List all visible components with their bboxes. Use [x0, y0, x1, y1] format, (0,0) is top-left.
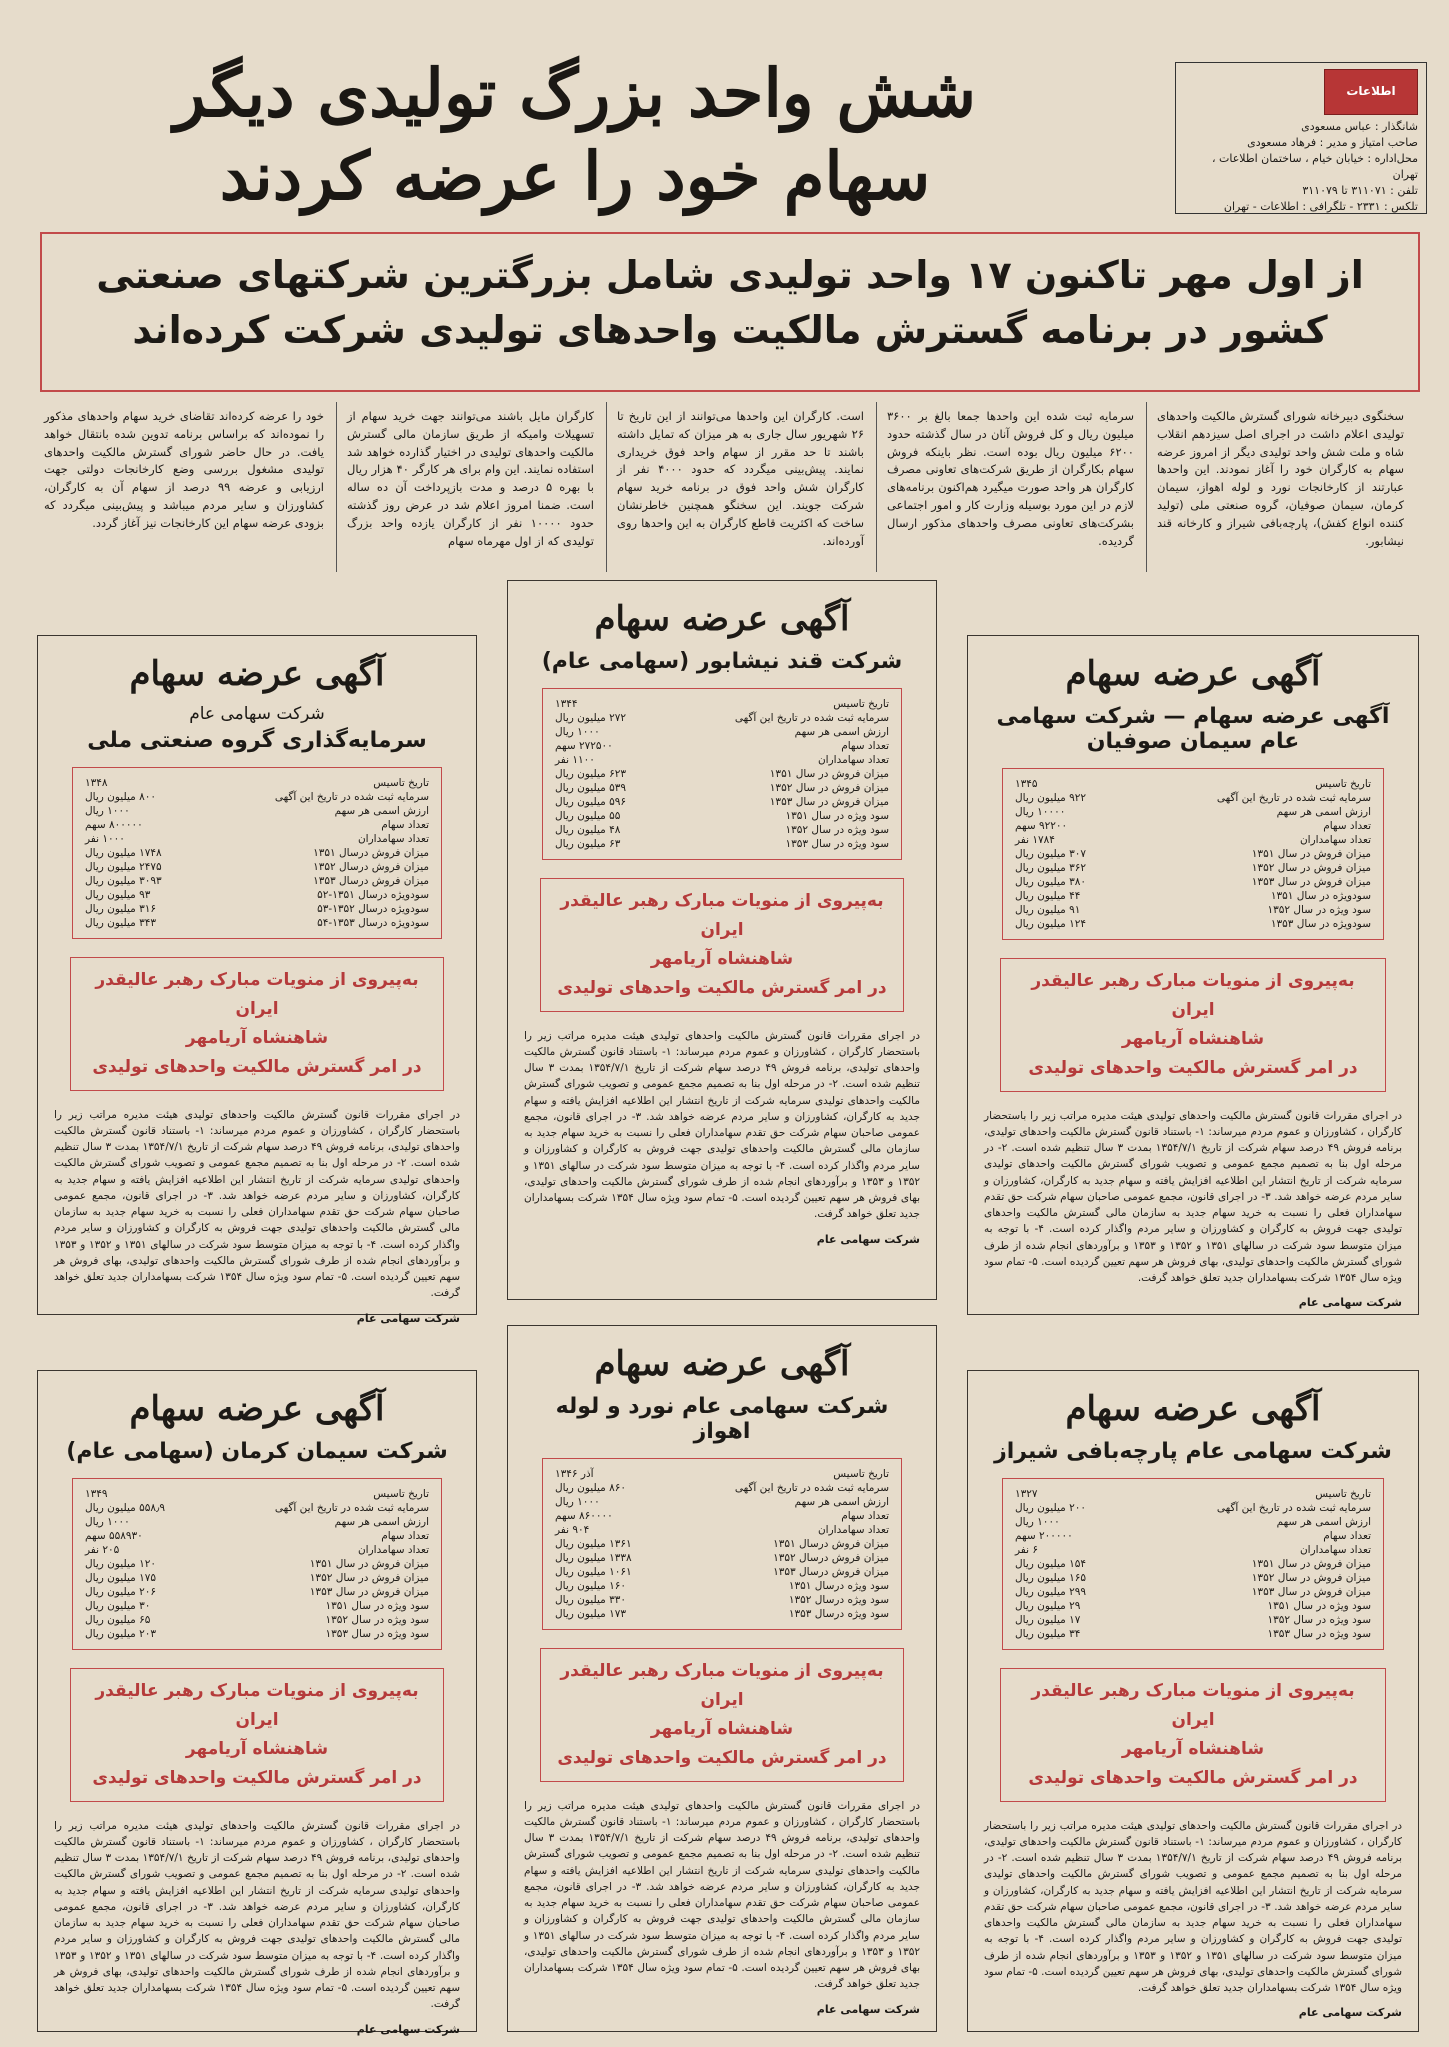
red-notice: به‌پیروی از منویات مبارک رهبر عالیقدر ایران شاهنشاه آریامهر در امر گسترش مالکیت واحدهای تولیدی [540, 1648, 904, 1782]
share-offer-ad [507, 1325, 937, 2032]
share-offer-ad [967, 1370, 1419, 2032]
company-info-box: تاریخ تاسیس ۱۳۴۴ سرمایه ثبت شده در تاریخ این آگهی ۲۷۲ میلیون ریال ارزش اسمی هر سهم ۱۰۰۰ ریال تعداد سهام ۲۷۲۵۰۰ سهم تعداد سهامداران ۱۱۰۰ نفر میزان فروش در سال ۱۳۵۱ ۶۲۳ میلیون ریال میزان فروش در سال ۱۳۵۲ ۵۳۹ میلیون ریال میزان فروش در سال ۱۳۵۳ ۵۹۶ میلیون ریال سود ویژه در سال ۱۳۵۱ ۵۵ میلیون ریال سود ویژه در سال ۱۳۵۲ ۴۸ میلیون ریال سود ویژه در سال ۱۳۵۳ ۶۳ میلیون ریال [542, 688, 902, 860]
ad-title: آگهی عرضه سهام [594, 1344, 850, 1384]
share-offer-ad [37, 1370, 477, 2036]
ad-title: آگهی عرضه سهام [129, 1389, 385, 1429]
company-info-box: تاریخ تاسیس آذر ۱۳۴۶ سرمایه ثبت شده در تاریخ این آگهی ۸۶۰ میلیون ریال ارزش اسمی هر سهم ۱۰۰۰ ریال تعداد سهام ۸۶۰۰۰۰ سهم تعداد سهامداران ۹۰۴ نفر میزان فروش درسال ۱۳۵۱ ۱۳۶۱ میلیون ریال میزان فروش درسال ۱۳۵۲ ۱۳۳۸ میلیون ریال میزان فروش درسال ۱۳۵۳ ۱۰۶۱ میلیون ریال سود ویژه درسال ۱۳۵۱ ۱۶۰ میلیون ریال سود ویژه درسال ۱۳۵۲ ۳۳۰ میلیون ریال سود ویژه درسال ۱۳۵۳ ۱۷۳ میلیون ریال [542, 1458, 902, 1630]
masthead-line: صاحب امتیاز و مدیر : فرهاد مسعودی [1247, 135, 1418, 149]
red-notice: به‌پیروی از منویات مبارک رهبر عالیقدر ایران شاهنشاه آریامهر در امر گسترش مالکیت واحدهای تولیدی [70, 1668, 444, 1802]
lead-line: کشور در برنامه گسترش مالکیت واحدهای تولیدی شرکت کرده‌اند [132, 308, 1328, 353]
masthead-line: محل‌اداره : خیابان خیام ، ساختمان اطلاعات ، تهران [1211, 151, 1418, 181]
company-name: شرکت قند نیشابور (سهامی عام) [541, 649, 903, 674]
share-offer-ad [37, 635, 477, 1325]
share-offer-ad [967, 635, 1419, 1315]
masthead-line: تلکس : ۲۳۳۱ - تلگرافی : اطلاعات - تهران [1223, 199, 1418, 213]
share-offer-ad [507, 580, 937, 1300]
red-notice: به‌پیروی از منویات مبارک رهبر عالیقدر ایران شاهنشاه آریامهر در امر گسترش مالکیت واحدهای تولیدی [1000, 1668, 1386, 1802]
masthead-line: شانگذار : عباس مسعودی [1301, 120, 1418, 133]
masthead-line: تلفن : ۳۱۱۰۷۱ تا ۳۱۱۰۷۹ [1302, 183, 1418, 197]
company-type: شرکت سهامی عام [189, 704, 325, 724]
lead-box [40, 232, 1420, 392]
masthead [1175, 62, 1427, 214]
red-notice: به‌پیروی از منویات مبارک رهبر عالیقدر ایران شاهنشاه آریامهر در امر گسترش مالکیت واحدهای تولیدی [70, 957, 444, 1091]
company-name: سرمایه‌گذاری گروه صنعتی ملی [87, 728, 427, 753]
ad-body-text: در اجرای مقررات قانون گسترش مالکیت واحدهای تولیدی هیئت مدیره مراتب زیر را باستحضار کارگران ، کشاورزان و عموم مردم میرساند: ۱- باستناد قانون گسترش مالکیت واحدهای تولیدی، برنامه فروش ۴۹ درصد سهام شرکت از تاریخ ۱۳۵۴/۷/۱ بمدت ۳ سال تنظیم شده است. ۲- در مرحله اول بنا به تصمیم مجمع عمومی و تصویب شورای گسترش مالکیت واحدهای تولیدی سرمایه شرکت از تاریخ انتشار این اطلاعیه افزایش یافته و سهام جدید به کارگران، کشاورزان و سایر مردم عرضه خواهد شد. ۳- در اجرای قانون، مجمع عمومی صاحبان سهام شرکت حق تقدم سهامداران فعلی را نسبت به خرید سهام جدید به سازمان مالی گسترش مالکیت واحدهای تولیدی جهت فروش به کارگران و کشاورزان و سایر مردم واگذار کرده است. ۴- با توجه به میزان متوسط سود شرکت در سالهای ۱۳۵۱ و ۱۳۵۲ و ۱۳۵۳ و برآوردهای انجام شده از طرف شورای گسترش مالکیت واحدهای تولیدی، بهای فروش هر سهم تعیین گردیده است. ۵- تمام سود ویژه سال ۱۳۵۴ شرکت بسهامداران جدید تعلق خواهد گرفت. [524, 1029, 921, 1221]
headline [30, 52, 1120, 217]
ad-body-text: در اجرای مقررات قانون گسترش مالکیت واحدهای تولیدی هیئت مدیره مراتب زیر را باستحضار کارگران ، کشاورزان و عموم مردم میرساند: ۱- باستناد قانون گسترش مالکیت واحدهای تولیدی، برنامه فروش ۴۹ درصد سهام شرکت از تاریخ ۱۳۵۴/۷/۱ بمدت ۳ سال تنظیم شده است. ۲- در مرحله اول بنا به تصمیم مجمع عمومی و تصویب شورای گسترش مالکیت واحدهای تولیدی سرمایه شرکت از تاریخ انتشار این اطلاعیه افزایش یافته و سهام جدید به کارگران، کشاورزان و سایر مردم عرضه خواهد شد. ۳- در اجرای قانون، مجمع عمومی صاحبان سهام شرکت حق تقدم سهامداران فعلی را نسبت به خرید سهام جدید به سازمان مالی گسترش مالکیت واحدهای تولیدی جهت فروش به کارگران و کشاورزان و سایر مردم واگذار کرده است. ۴- با توجه به میزان متوسط سود شرکت در سالهای ۱۳۵۱ و ۱۳۵۲ و ۱۳۵۳ و برآوردهای انجام شده از طرف شورای گسترش مالکیت واحدهای تولیدی، بهای فروش هر سهم تعیین گردیده است. ۵- تمام سود ویژه سال ۱۳۵۴ شرکت بسهامداران جدید تعلق خواهد گرفت. [54, 1819, 461, 2011]
ad-title: آگهی عرضه سهام [594, 599, 850, 639]
ad-body-text: در اجرای مقررات قانون گسترش مالکیت واحدهای تولیدی هیئت مدیره مراتب زیر را باستحضار کارگران ، کشاورزان و عموم مردم میرساند: ۱- باستناد قانون گسترش مالکیت واحدهای تولیدی، برنامه فروش ۴۹ درصد سهام شرکت از تاریخ ۱۳۵۴/۷/۱ بمدت ۳ سال تنظیم شده است. ۲- در مرحله اول بنا به تصمیم مجمع عمومی و تصویب شورای گسترش مالکیت واحدهای تولیدی سرمایه شرکت از تاریخ انتشار این اطلاعیه افزایش یافته و سهام جدید به کارگران، کشاورزان و سایر مردم عرضه خواهد شد. ۳- در اجرای قانون، مجمع عمومی صاحبان سهام شرکت حق تقدم سهامداران فعلی را نسبت به خرید سهام جدید به سازمان مالی گسترش مالکیت واحدهای تولیدی جهت فروش به کارگران و کشاورزان و سایر مردم واگذار کرده است. ۴- با توجه به میزان متوسط سود شرکت در سالهای ۱۳۵۱ و ۱۳۵۲ و ۱۳۵۳ و برآوردهای انجام شده از طرف شورای گسترش مالکیت واحدهای تولیدی، بهای فروش هر سهم تعیین گردیده است. ۵- تمام سود ویژه سال ۱۳۵۴ شرکت بسهامداران جدید تعلق خواهد گرفت. [524, 1799, 921, 1991]
ad-body-text: در اجرای مقررات قانون گسترش مالکیت واحدهای تولیدی هیئت مدیره مراتب زیر را باستحضار کارگران ، کشاورزان و عموم مردم میرساند: ۱- باستناد قانون گسترش مالکیت واحدهای تولیدی، برنامه فروش ۴۹ درصد سهام شرکت از تاریخ ۱۳۵۴/۷/۱ بمدت ۳ سال تنظیم شده است. ۲- در مرحله اول بنا به تصمیم مجمع عمومی و تصویب شورای گسترش مالکیت واحدهای تولیدی سرمایه شرکت از تاریخ انتشار این اطلاعیه افزایش یافته و سهام جدید به کارگران، کشاورزان و سایر مردم عرضه خواهد شد. ۳- در اجرای قانون، مجمع عمومی صاحبان سهام شرکت حق تقدم سهامداران فعلی را نسبت به خرید سهام جدید به سازمان مالی گسترش مالکیت واحدهای تولیدی جهت فروش به کارگران و کشاورزان و سایر مردم واگذار کرده است. ۴- با توجه به میزان متوسط سود شرکت در سالهای ۱۳۵۱ و ۱۳۵۲ و ۱۳۵۳ و برآوردهای انجام شده از طرف شورای گسترش مالکیت واحدهای تولیدی، بهای فروش هر سهم تعیین گردیده است. ۵- تمام سود ویژه سال ۱۳۵۴ شرکت بسهامداران جدید تعلق خواهد گرفت. [984, 1819, 1403, 1995]
company-name: آگهی عرضه سهام — شرکت سهامی عام سیمان صوفیان [996, 704, 1390, 754]
newspaper-logo: اطلاعات [1324, 69, 1418, 115]
company-info-box: تاریخ تاسیس ۱۳۴۹ سرمایه ثبت شده در تاریخ این آگهی ۵۵۸٫۹ میلیون ریال ارزش اسمی هر سهم ۱۰۰۰ ریال تعداد سهام ۵۵۸۹۳۰ سهم تعداد سهامداران ۲۰۵ نفر میزان فروش در سال ۱۳۵۱ ۱۲۰ میلیون ریال میزان فروش در سال ۱۳۵۲ ۱۷۵ میلیون ریال میزان فروش در سال ۱۳۵۳ ۲۰۶ میلیون ریال سود ویژه در سال ۱۳۵۱ ۳۰ میلیون ریال سود ویژه در سال ۱۳۵۲ ۶۵ میلیون ریال سود ویژه در سال ۱۳۵۳ ۲۰۳ میلیون ریال [72, 1478, 442, 1650]
article-column: سرمایه ثبت شده این واحدها جمعا بالغ بر ۳۶۰۰ میلیون ریال و کل فروش آنان در سال گذشته حدود ۶۲۰۰ میلیون ریال بوده است. نظر باینکه فروش سهام بکارگران از طریق شرکت‌های تعاونی مصرف کارگران هر واحد صورت میگیرد هم‌اکنون برنامه‌های لازم در این مورد بوسیله وزارت کار و امور اجتماعی بشرکت‌های تعاونی مصرف واحدهای مذکور ارسال گردیده. [876, 402, 1144, 572]
company-info-box: تاریخ تاسیس ۱۳۴۸ سرمایه ثبت شده در تاریخ این آگهی ۸۰۰ میلیون ریال ارزش اسمی هر سهم ۱۰۰۰ ریال تعداد سهام ۸۰۰۰۰۰ سهم تعداد سهامداران ۱۰۰۰ نفر میزان فروش درسال ۱۳۵۱ ۱۷۴۸ میلیون ریال میزان فروش درسال ۱۳۵۲ ۲۴۷۵ میلیون ریال میزان فروش درسال ۱۳۵۳ ۳۰۹۳ میلیون ریال سودویژه درسال ۱۳۵۱-۵۲ ۹۳ میلیون ریال سودویژه درسال ۱۳۵۲-۵۳ ۳۱۶ میلیون ریال سودویژه درسال ۱۳۵۳-۵۴ ۳۴۳ میلیون ریال [72, 767, 442, 939]
article-column: است. کارگران این واحدها می‌توانند از این تاریخ تا ۲۶ شهریور سال جاری به هر میزان که تمایل داشته باشند تا حد مقرر از سهام واحد فوق خریداری نمایند. پیش‌بینی میگردد که حدود ۴۰۰۰ نفر از کارگران شش واحد فوق در برنامه خرید سهام شرکت جویند. این سخنگو همچنین خاطرنشان ساخت که اکثریت قاطع کارگران به این واحدها روی آورده‌اند. [606, 402, 874, 572]
article-column: کارگران مایل باشند می‌توانند جهت خرید سهام از تسهیلات وامیکه از طریق سازمان مالی گسترش مالکیت واحدهای تولیدی در اختیار گذارده خواهد شد استفاده نمایند. این وام برای هر کارگر ۴۰ هزار ریال با بهره ۵ درصد و مدت بازپرداخت آن ده ساله است. ضمنا امروز اعلام شد در عرض روز گذشته حدود ۱۰۰۰۰ نفر از کارگران یازده واحد بزرگ تولیدی که از اول مهرماه سهام [336, 402, 604, 572]
headline-line: سهام خود را عرضه کردند [219, 136, 931, 215]
article-column: خود را عرضه کرده‌اند تقاضای خرید سهام واحدهای مذکور را نموده‌اند که براساس برنامه تدوین شده بانتقال خواهد یافت. در حال حاضر شورای گسترش مالکیت واحدهای تولیدی مشغول بررسی وضع کارخانجات دولتی جهت ارزیابی و عرضه ۹۹ درصد از سهام آن به کارگران، کشاورزان و سایر مردم میباشد و پیش‌بینی میگردد که بزودی عرضه سهام این کارخانجات نیز آغاز گردد. [44, 409, 324, 530]
company-name: شرکت سهامی عام پارچه‌بافی شیراز [994, 1439, 1392, 1464]
company-name: شرکت سهامی عام نورد و لوله اهواز [555, 1394, 889, 1444]
article-column: سخنگوی دبیرخانه شورای گسترش مالکیت واحدهای تولیدی اعلام داشت در اجرای اصل سیزدهم انقلاب شاه و ملت شش واحد تولیدی دیگر از امروز عرضه سهام به کارگران خود را آغاز نمودند. این واحدها عبارتند از کارخانجات نورد و لوله اهواز، سیمان کرمان، سیمان صوفیان، گروه صنعتی ملی (تولید کننده انواع کفش)، پارچه‌بافی شیراز و کارخانه قند نیشابور. [1146, 402, 1414, 572]
ad-title: آگهی عرضه سهام [129, 654, 385, 694]
signature: شرکت سهامی عام [356, 1311, 460, 1325]
red-notice: به‌پیروی از منویات مبارک رهبر عالیقدر ایران شاهنشاه آریامهر در امر گسترش مالکیت واحدهای تولیدی [540, 878, 904, 1012]
company-info-box: تاریخ تاسیس ۱۳۲۷ سرمایه ثبت شده در تاریخ این آگهی ۲۰۰ میلیون ریال ارزش اسمی هر سهم ۱۰۰۰ ریال تعداد سهام ۲۰۰۰۰۰ سهم تعداد سهامداران ۶ نفر میزان فروش در سال ۱۳۵۱ ۱۵۴ میلیون ریال میزان فروش در سال ۱۳۵۲ ۱۶۵ میلیون ریال میزان فروش در سال ۱۳۵۳ ۲۹۹ میلیون ریال سود ویژه در سال ۱۳۵۱ ۲۹ میلیون ریال سود ویژه در سال ۱۳۵۲ ۱۷ میلیون ریال سود ویژه در سال ۱۳۵۳ ۳۴ میلیون ریال [1002, 1478, 1384, 1650]
signature: شرکت سهامی عام [356, 2022, 460, 2036]
ad-body-text: در اجرای مقررات قانون گسترش مالکیت واحدهای تولیدی هیئت مدیره مراتب زیر را باستحضار کارگران ، کشاورزان و عموم مردم میرساند: ۱- باستناد قانون گسترش مالکیت واحدهای تولیدی، برنامه فروش ۴۹ درصد سهام شرکت از تاریخ ۱۳۵۴/۷/۱ بمدت ۳ سال تنظیم شده است. ۲- در مرحله اول بنا به تصمیم مجمع عمومی و تصویب شورای گسترش مالکیت واحدهای تولیدی سرمایه شرکت از تاریخ انتشار این اطلاعیه افزایش یافته و سهام جدید به کارگران، کشاورزان و سایر مردم عرضه خواهد شد. ۳- در اجرای قانون، مجمع عمومی صاحبان سهام شرکت حق تقدم سهامداران فعلی را نسبت به خرید سهام جدید به سازمان مالی گسترش مالکیت واحدهای تولیدی جهت فروش به کارگران و کشاورزان و سایر مردم واگذار کرده است. ۴- با توجه به میزان متوسط سود شرکت در سالهای ۱۳۵۱ و ۱۳۵۲ و ۱۳۵۳ و برآوردهای انجام شده از طرف شورای گسترش مالکیت واحدهای تولیدی، بهای فروش هر سهم تعیین گردیده است. ۵- تمام سود ویژه سال ۱۳۵۴ شرکت بسهامداران جدید تعلق خواهد گرفت. [984, 1109, 1403, 1285]
signature: شرکت سهامی عام [1298, 2006, 1402, 2020]
signature: شرکت سهامی عام [816, 2002, 920, 2016]
ad-title: آگهی عرضه سهام [1065, 654, 1321, 694]
company-info-box: تاریخ تاسیس ۱۳۴۵ سرمایه ثبت شده در تاریخ این آگهی ۹۲۲ میلیون ریال ارزش اسمی هر سهم ۱۰۰۰۰ ریال تعداد سهام ۹۲۲۰۰ سهم تعداد سهامداران ۱۷۸۴ نفر میزان فروش در سال ۱۳۵۱ ۳۰۷ میلیون ریال میزان فروش در سال ۱۳۵۲ ۳۶۲ میلیون ریال میزان فروش در سال ۱۳۵۳ ۳۸۰ میلیون ریال سودویژه در سال ۱۳۵۱ ۴۴ میلیون ریال سود ویژه در سال ۱۳۵۲ ۹۱ میلیون ریال سودویژه در سال ۱۳۵۳ ۱۲۴ میلیون ریال [1002, 768, 1384, 940]
red-notice: به‌پیروی از منویات مبارک رهبر عالیقدر ایران شاهنشاه آریامهر در امر گسترش مالکیت واحدهای تولیدی [1000, 958, 1386, 1092]
signature: شرکت سهامی عام [1298, 1296, 1402, 1310]
company-name: شرکت سیمان کرمان (سهامی عام) [66, 1439, 448, 1464]
headline-line: شش واحد بزرگ تولیدی دیگر [173, 54, 977, 132]
ad-title: آگهی عرضه سهام [1065, 1389, 1321, 1429]
ad-body-text: در اجرای مقررات قانون گسترش مالکیت واحدهای تولیدی هیئت مدیره مراتب زیر را باستحضار کارگران ، کشاورزان و عموم مردم میرساند: ۱- باستناد قانون گسترش مالکیت واحدهای تولیدی، برنامه فروش ۴۹ درصد سهام شرکت از تاریخ ۱۳۵۴/۷/۱ بمدت ۳ سال تنظیم شده است. ۲- در مرحله اول بنا به تصمیم مجمع عمومی و تصویب شورای گسترش مالکیت واحدهای تولیدی سرمایه شرکت از تاریخ انتشار این اطلاعیه افزایش یافته و سهام جدید به کارگران، کشاورزان و سایر مردم عرضه خواهد شد. ۳- در اجرای قانون، مجمع عمومی صاحبان سهام شرکت حق تقدم سهامداران فعلی را نسبت به خرید سهام جدید به سازمان مالی گسترش مالکیت واحدهای تولیدی جهت فروش به کارگران و کشاورزان و سایر مردم واگذار کرده است. ۴- با توجه به میزان متوسط سود شرکت در سالهای ۱۳۵۱ و ۱۳۵۲ و ۱۳۵۳ و برآوردهای انجام شده از طرف شورای گسترش مالکیت واحدهای تولیدی، بهای فروش هر سهم تعیین گردیده است. ۵- تمام سود ویژه سال ۱۳۵۴ شرکت بسهامداران جدید تعلق خواهد گرفت. [54, 1108, 461, 1300]
lead-line: از اول مهر تاکنون ۱۷ واحد تولیدی شامل بزرگترین شرکتهای صنعتی [96, 253, 1364, 297]
signature: شرکت سهامی عام [816, 1232, 920, 1246]
